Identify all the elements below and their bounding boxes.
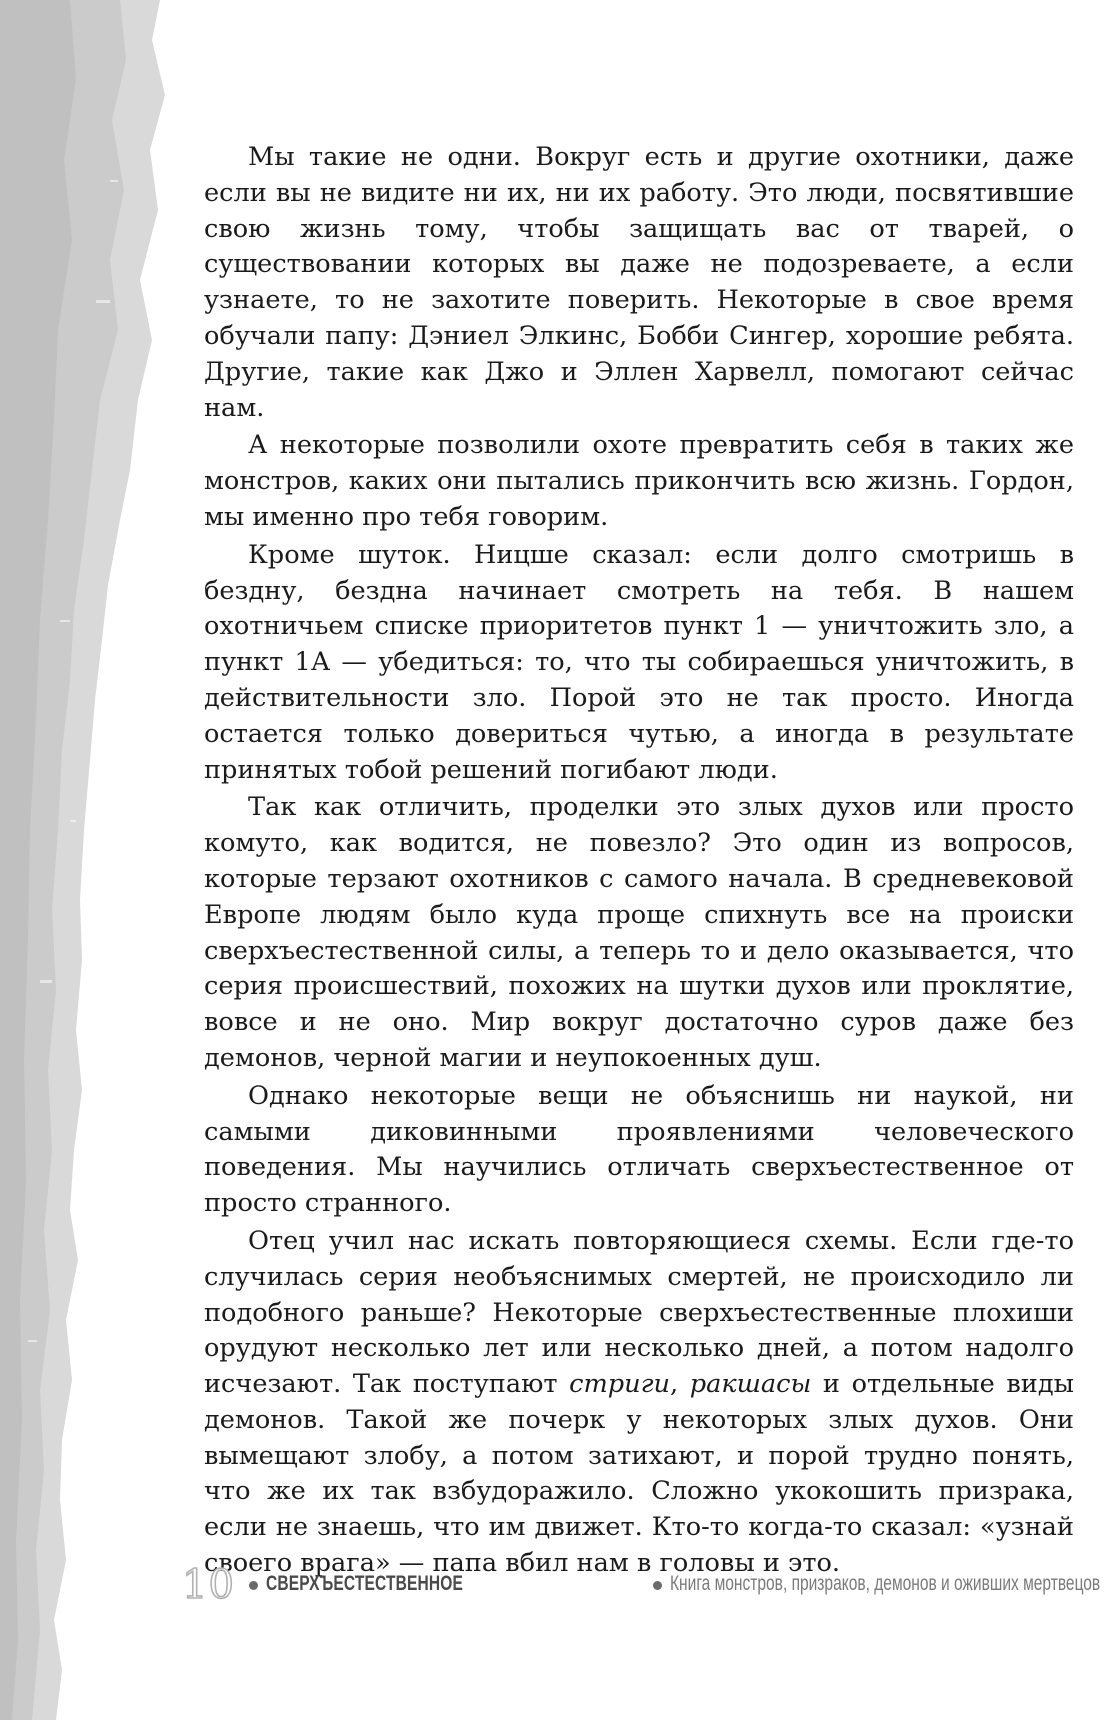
book-title: Книга монстров, призраков, демонов и оживших мертвецов: [670, 1572, 1101, 1595]
bullet-separator: [249, 1581, 258, 1590]
bullet-separator: [653, 1581, 662, 1590]
text-run: Отец учил нас искать повторяющиеся схемы. Если где-то случилась серия необъяснимых смертей, не происходило ли подобного раньше? Некоторые сверхъестественные плохиши орудуют несколько лет или несколько дней, а потом надолго исчезают. Так поступают: [204, 1225, 1074, 1400]
running-footer: [182, 1562, 1101, 1610]
paragraph: Кроме шуток. Ницше сказал: если долго смотришь в бездну, бездна начинает смотреть на тебя. В нашем охотничьем списке приоритетов пункт 1 — уничтожить зло, а пункт 1А — убедиться: то, что ты собираешься уничтожить, в действительности зло. Порой это не так просто. Иногда остается только довериться чутью, а иногда в результате принятых тобой решений погибают люди.: [204, 539, 1074, 785]
italic-term: стриги: [569, 1369, 670, 1400]
body-text: [204, 140, 1074, 1582]
paragraph: Однако некоторые вещи не объяснишь ни наукой, ни самыми диковинными проявлениями человеческого поведения. Мы научились отличать сверхъестественное от просто странного.: [204, 1080, 1074, 1219]
paragraph: [204, 1224, 1074, 1582]
text-run: ,: [670, 1369, 690, 1400]
paragraph: Так как отличить, проделки это злых духов или просто комуто, как водится, не повезло? Это один из вопросов, которые терзают охотников с самого начала. В средневековой Европе людям было куда проще спихнуть все на происки сверхъестественной силы, а теперь то и дело оказывается, что серия происшествий, похожих на шутки духов или проклятие, вовсе и не оно. Мир вокруг достаточно суров даже без демонов, черной магии и неупокоенных душ.: [204, 792, 1074, 1073]
page-number: 10: [182, 1562, 235, 1608]
torn-paper-edge: [0, 0, 190, 1720]
series-name: СВЕРХЪЕСТЕСТВЕННОЕ: [266, 1572, 464, 1595]
paragraph: Мы такие не одни. Вокруг есть и другие охотники, даже если вы не видите ни их, ни их работу. Это люди, посвятившие свою жизнь тому, чтобы защищать вас от тварей, о существовании которых вы даже не подозреваете, а если узнаете, то не захотите поверить. Некоторые в свое время обучали папу: Дэниел Элкинс, Бобби Сингер, хорошие ребята. Другие, такие как Джо и Эллен Харвелл, помогают сейчас нам.: [204, 142, 1074, 423]
italic-term: ракшасы: [689, 1369, 812, 1400]
paragraph: А некоторые позволили охоте превратить себя в таких же монстров, каких они пытались прикончить всю жизнь. Гордон, мы именно про тебя говорим.: [204, 430, 1074, 532]
text-run: и отдельные виды демонов. Такой же почерк у некоторых злых духов. Они вымещают злобу, а потом затихают, и порой трудно понять, что же их так взбудоражило. Сложно укокошить призрака, если не знаешь, что им движет. Кто-то когда-то сказал: «узнай своего врага» — папа вбил нам в головы и это.: [204, 1369, 1074, 1579]
